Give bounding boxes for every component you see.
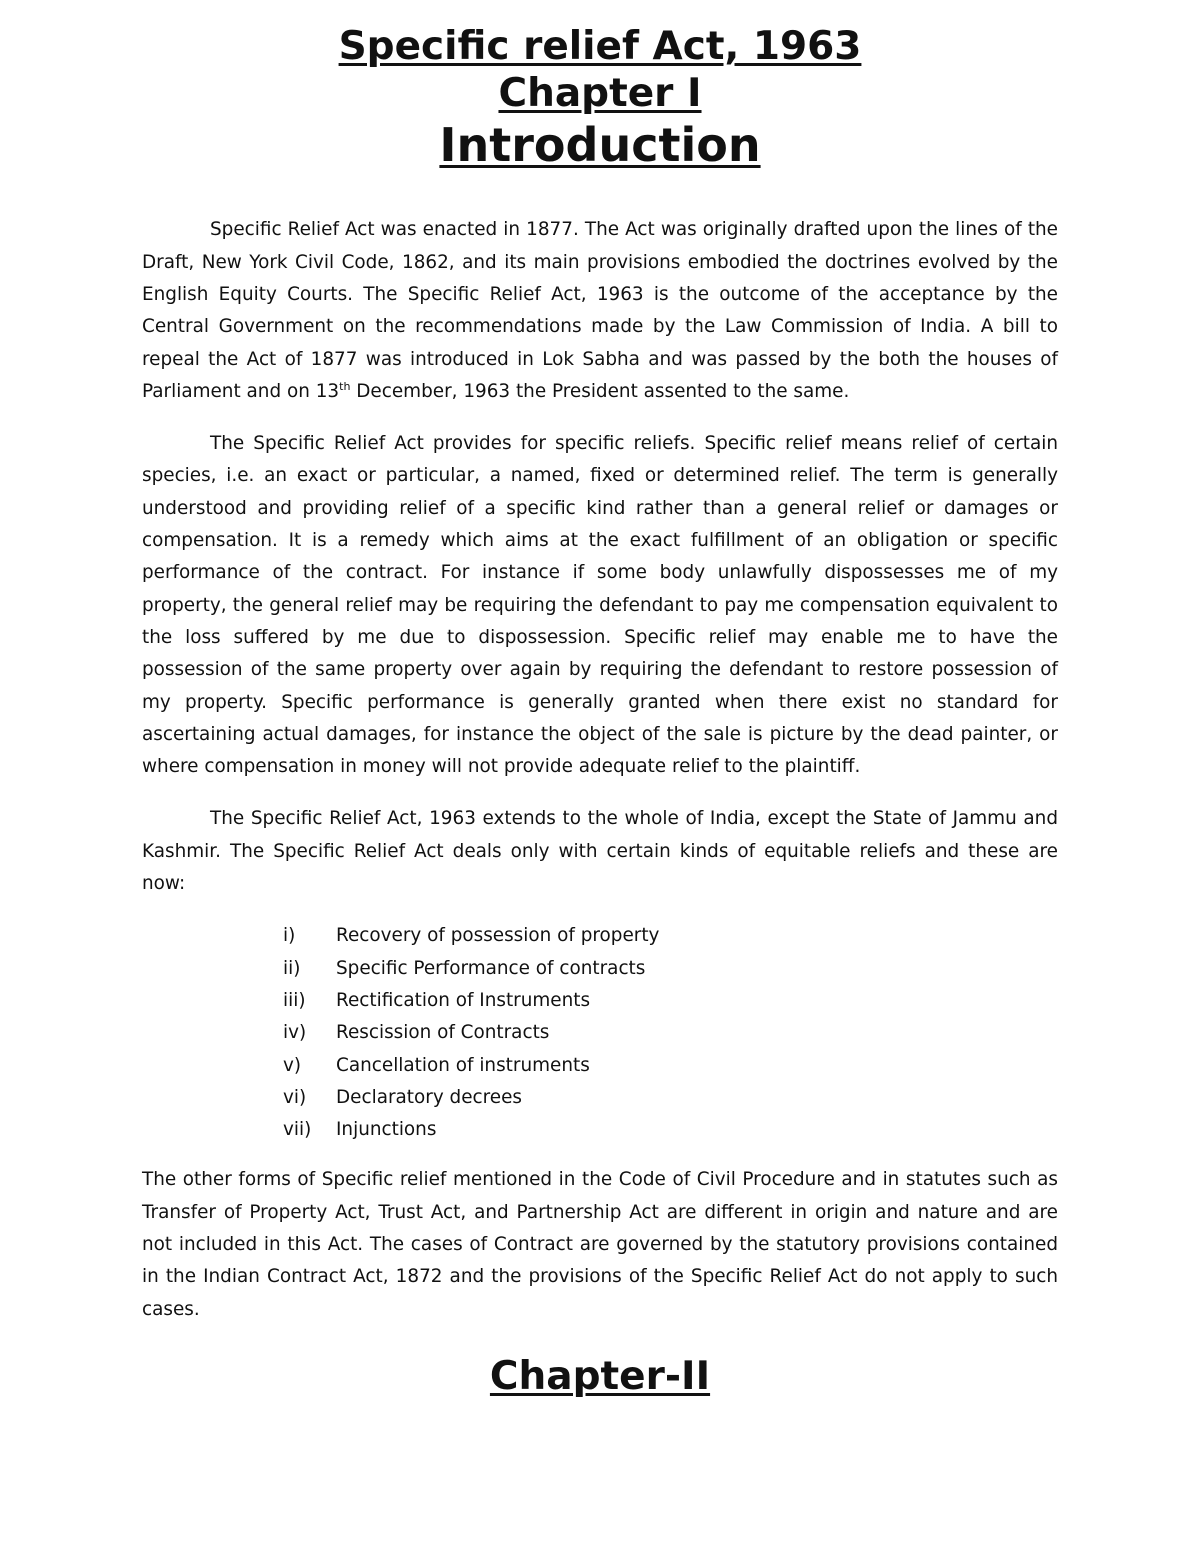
document-page <box>142 26 1058 1399</box>
act-title: Specific relief Act, 1963 <box>338 24 862 69</box>
reliefs-list <box>142 920 1058 1146</box>
list-item: vi) Declaratory decrees <box>283 1086 523 1108</box>
introduction-heading: Introduction <box>439 117 761 172</box>
list-item: iv) Rescission of Contracts <box>283 1022 550 1044</box>
paragraph-extent: The Specific Relief Act, 1963 extends to the whole of India, except the State of Jammu and Kashmir. The Specific Relief Act deals only with certain kinds of equitable reliefs and these are now: <box>142 808 1058 895</box>
paragraph-history: Specific Relief Act was enacted in 1877. The Act was originally drafted upon the lines of the Draft, New York Civil Code, 1862, and its main provisions embodied the doctrines evolved by the English Equity Courts. The Specific Relief Act, 1963 is the outcome of the acceptance by the Central Government on the recommendations made by the Law Commission of India. A bill to repeal the Act of 1877 was introduced in Lok Sabha and was passed by the both the houses of Parliament and on 13th December, 1963 the President assented to the same. <box>142 219 1058 402</box>
paragraph-definition: The Specific Relief Act provides for specific reliefs. Specific relief means relief of certain species, i.e. an exact or particular, a named, fixed or determined relief. The term is generally understood and providing relief of a specific kind rather than a general relief or damages or compensation. It is a remedy which aims at the exact fulfillment of an obligation or specific performance of the contract. For instance if some body unlawfully dispossesses me of my property, the general relief may be requiring the defendant to pay me compensation equivalent to the loss suffered by me due to dispossession. Specific relief may enable me to have the possession of the same property over again by requiring the defendant to restore possession of my property. Specific performance is generally granted when there exist no standard for ascertaining actual damages, for instance the object of the sale is picture by the dead painter, or where compensation in money will not provide adequate relief to the plaintiff. <box>142 433 1058 778</box>
chapter-heading: Chapter I <box>498 70 702 116</box>
list-item: vii) Injunctions <box>283 1119 437 1141</box>
paragraph-other-forms: The other forms of Specific relief mentioned in the Code of Civil Procedure and in statutes such as Transfer of Property Act, Trust Act, and Partnership Act are different in origin and nature and are not included in this Act. The cases of Contract are governed by the statutory provisions contained in the Indian Contract Act, 1872 and the provisions of the Specific Relief Act do not apply to such cases. <box>142 1169 1058 1320</box>
list-item: i) Recovery of possession of property <box>283 925 660 947</box>
list-item: iii) Rectification of Instruments <box>283 989 591 1011</box>
list-item: ii) Specific Performance of contracts <box>283 957 646 979</box>
list-item: v) Cancellation of instruments <box>283 1054 590 1076</box>
chapter-two-heading: Chapter-II <box>489 1353 711 1399</box>
